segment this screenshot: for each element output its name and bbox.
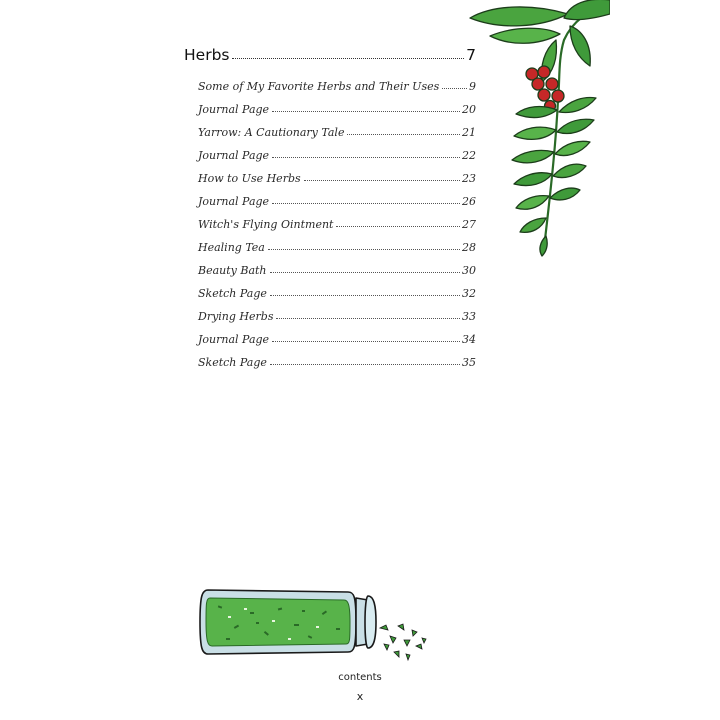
toc-entry[interactable] xyxy=(198,277,476,300)
toc-entry-title: How to Use Herbs xyxy=(198,172,301,185)
dot-leader xyxy=(272,203,460,204)
toc-entry[interactable] xyxy=(198,93,476,116)
dot-leader xyxy=(232,58,464,59)
toc-section-page: 7 xyxy=(466,46,476,64)
toc-entry[interactable] xyxy=(198,70,476,93)
table-of-contents xyxy=(184,42,476,369)
toc-entry-title: Some of My Favorite Herbs and Their Uses xyxy=(198,80,440,93)
toc-entry-page: 21 xyxy=(462,126,476,139)
toc-entry-title: Yarrow: A Cautionary Tale xyxy=(198,126,345,139)
dot-leader xyxy=(304,180,460,181)
toc-entry[interactable] xyxy=(198,208,476,231)
footer-section-label: contents xyxy=(338,672,382,683)
toc-entry[interactable] xyxy=(198,231,476,254)
toc-entry-page: 27 xyxy=(462,218,476,231)
toc-entry[interactable] xyxy=(198,116,476,139)
dot-leader xyxy=(336,226,460,227)
toc-entry-page: 28 xyxy=(462,241,476,254)
toc-entry-page: 33 xyxy=(462,310,476,323)
dot-leader xyxy=(268,249,460,250)
toc-entry-page: 30 xyxy=(462,264,476,277)
toc-entry[interactable] xyxy=(198,162,476,185)
herb-jar-illustration xyxy=(198,582,430,668)
toc-entry[interactable] xyxy=(198,300,476,323)
toc-entry-title: Journal Page xyxy=(198,195,270,208)
dot-leader xyxy=(270,295,460,296)
toc-entry-page: 20 xyxy=(462,103,476,116)
toc-entry-page: 23 xyxy=(462,172,476,185)
toc-entry[interactable] xyxy=(198,346,476,369)
dot-leader xyxy=(347,134,460,135)
toc-entry-title: Journal Page xyxy=(198,333,270,346)
toc-entry-page: 26 xyxy=(462,195,476,208)
toc-entry[interactable] xyxy=(198,323,476,346)
dot-leader xyxy=(272,111,460,112)
toc-entry-title: Witch's Flying Ointment xyxy=(198,218,334,231)
toc-entry-title: Beauty Bath xyxy=(198,264,267,277)
toc-entry[interactable] xyxy=(198,139,476,162)
toc-entry-page: 9 xyxy=(469,80,476,93)
toc-entry-title: Sketch Page xyxy=(198,356,267,369)
toc-entry[interactable] xyxy=(198,185,476,208)
toc-entry-page: 22 xyxy=(462,149,476,162)
toc-entry-page: 32 xyxy=(462,287,476,300)
toc-section-row[interactable] xyxy=(184,42,476,64)
toc-entry-title: Journal Page xyxy=(198,149,270,162)
toc-entry-page: 35 xyxy=(462,356,476,369)
toc-entry-title: Drying Herbs xyxy=(198,310,274,323)
toc-section-title: Herbs xyxy=(184,46,230,64)
dot-leader xyxy=(276,318,460,319)
dot-leader xyxy=(270,364,460,365)
toc-entry[interactable] xyxy=(198,254,476,277)
toc-entry-title: Sketch Page xyxy=(198,287,267,300)
toc-entry-page: 34 xyxy=(462,333,476,346)
footer-page-number: x xyxy=(356,690,364,703)
toc-entry-title: Journal Page xyxy=(198,103,270,116)
herb-branch-illustration xyxy=(460,0,610,260)
toc-entry-list xyxy=(198,70,476,369)
dot-leader xyxy=(272,341,460,342)
toc-entry-title: Healing Tea xyxy=(198,241,265,254)
dot-leader xyxy=(270,272,460,273)
dot-leader xyxy=(272,157,460,158)
